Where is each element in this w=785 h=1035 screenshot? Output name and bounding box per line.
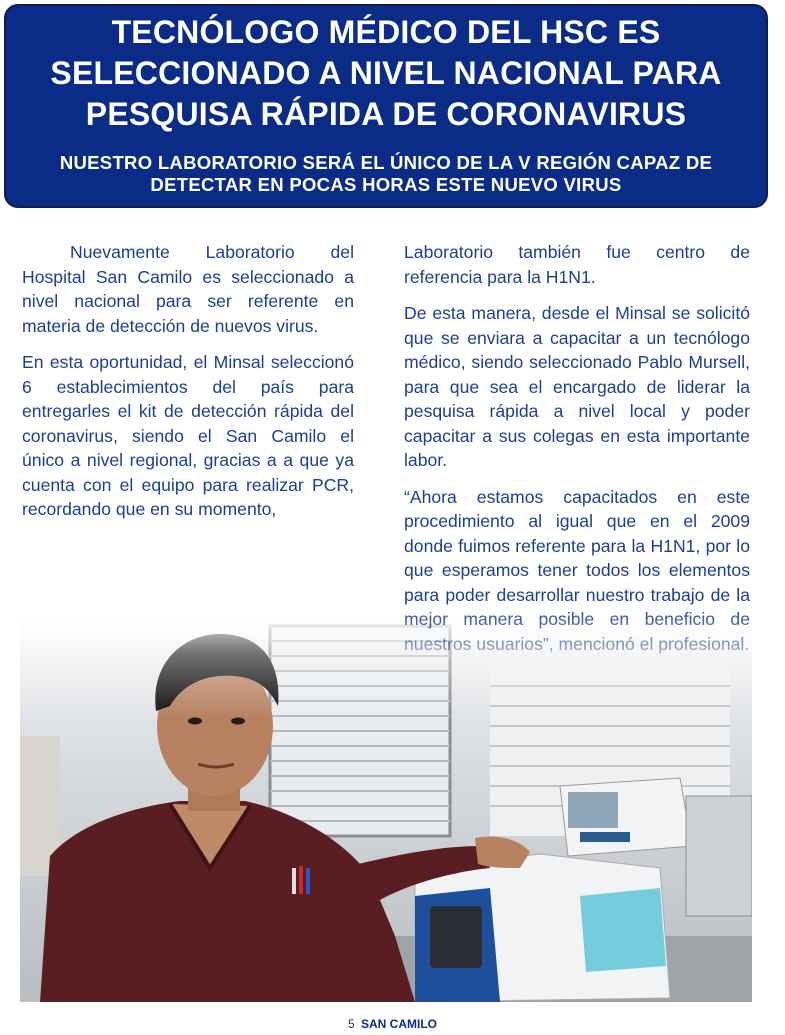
computer-monitor <box>686 796 752 916</box>
article-header <box>4 4 768 208</box>
article-photo <box>20 606 752 1002</box>
page-number: 5 <box>347 1017 355 1031</box>
right-column <box>404 240 750 668</box>
paragraph: “Ahora estamos capacitados en este procedimiento al igual que en el 2009 donde fuimos referente para la H1N1, por lo que esperamos tener todos los elementos para poder desarrollar nuestro trabajo de la <box>404 486 750 605</box>
left-column <box>22 240 354 534</box>
article-title: TECNÓLOGO MÉDICO DEL HSC ES SELECCIONADO A NIVEL NACIONAL PARA PESQUISA RÁPIDA DE CORONAVIRUS <box>50 14 722 132</box>
desk-calendar <box>560 778 692 856</box>
pcr-machine <box>415 854 670 1002</box>
window-blinds <box>270 626 450 836</box>
article-subtitle: NUESTRO LABORATORIO SERÁ EL ÚNICO DE LA V REGIÓN CAPAZ DE DETECTAR EN POCAS HORAS ESTE NUEVO VIRUS <box>59 152 713 195</box>
paragraph: Laboratorio también fue centro de referencia para la H1N1. <box>404 242 750 287</box>
lab-photo-illustration <box>20 606 752 1002</box>
paragraph: Nuevamente Laboratorio del Hospital San Camilo es seleccionado a nivel nacional para ser referente en materia de detección de nuevos virus. <box>22 242 354 336</box>
paragraph: De esta manera, desde el Minsal se solicitó que se enviara a capacitar a un tecnólogo médico, siendo seleccionado Pablo Mursell, para que sea el encargado de liderar la pesquisa rápida a nivel local y poder capacitar a sus colegas en esta importante labor. <box>404 303 750 470</box>
publication-name: SAN CAMILO <box>361 1017 438 1031</box>
page-footer <box>0 1016 785 1032</box>
paragraph: En esta oportunidad, el Minsal seleccionó 6 establecimientos del país para entregarles el kit de detección rápida del coronavirus, siendo el San Camilo el único a nivel regional, gracias a a que ya cuenta con el equipo para realizar PCR, recordando que en su momento, <box>22 352 354 519</box>
